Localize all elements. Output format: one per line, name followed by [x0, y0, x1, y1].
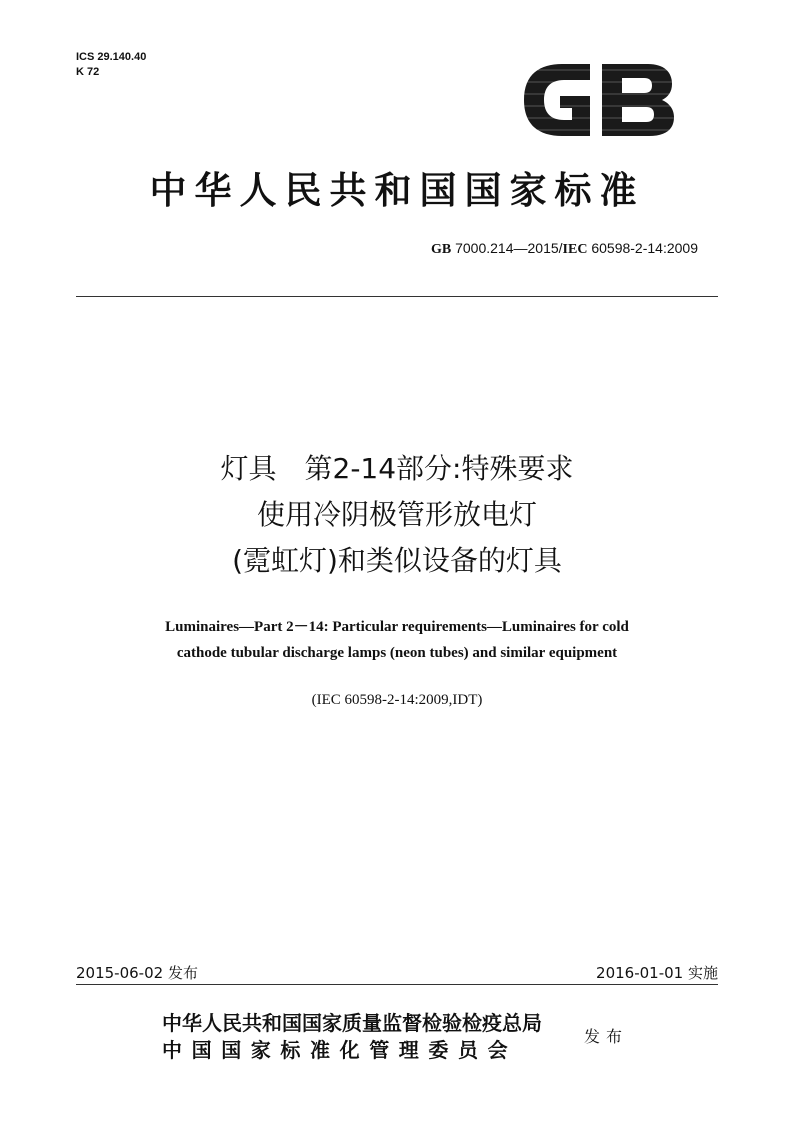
national-standard-title: 中华人民共和国国家标准	[149, 168, 645, 212]
ics-code: ICS 29.140.40	[76, 51, 147, 63]
implementation-date: 2016-01-01 实施	[596, 964, 718, 982]
standard-number	[431, 240, 698, 258]
english-title-line-2: cathode tubular discharge lamps (neon tubes) and similar equipment	[176, 645, 618, 661]
chinese-title-line-1: 灯具 第2-14部分:特殊要求	[220, 452, 574, 485]
footer-divider	[76, 984, 718, 985]
gb-number: 7000.214—2015/	[455, 240, 563, 256]
classification-codes	[76, 50, 146, 80]
english-title-line-1: Luminaires—Part 2－14: Particular requirements—Luminaires for cold	[165, 619, 629, 635]
iec-number: 60598-2-14:2009	[591, 240, 698, 256]
gb-prefix: GB	[430, 242, 452, 257]
issuer-sac: 中国国家标准化管理委员会	[162, 1038, 518, 1062]
chinese-title	[0, 446, 794, 584]
chinese-title-line-2: 使用冷阴极管形放电灯	[256, 498, 537, 531]
issue-date: 2015-06-02 发布	[76, 964, 198, 982]
header-divider	[76, 296, 718, 297]
ccs-code: K 72	[76, 66, 100, 78]
gb-logo	[518, 60, 678, 140]
publish-label: 发布	[584, 1027, 629, 1046]
issuer-aqsiq: 中华人民共和国国家质量监督检验检疫总局	[162, 1011, 542, 1035]
issuing-authorities	[162, 1010, 542, 1064]
chinese-title-line-3: (霓虹灯)和类似设备的灯具	[232, 544, 562, 577]
english-title	[0, 614, 794, 666]
iec-prefix: IEC	[562, 242, 588, 257]
adoption-note: (IEC 60598-2-14:2009,IDT)	[311, 692, 483, 708]
